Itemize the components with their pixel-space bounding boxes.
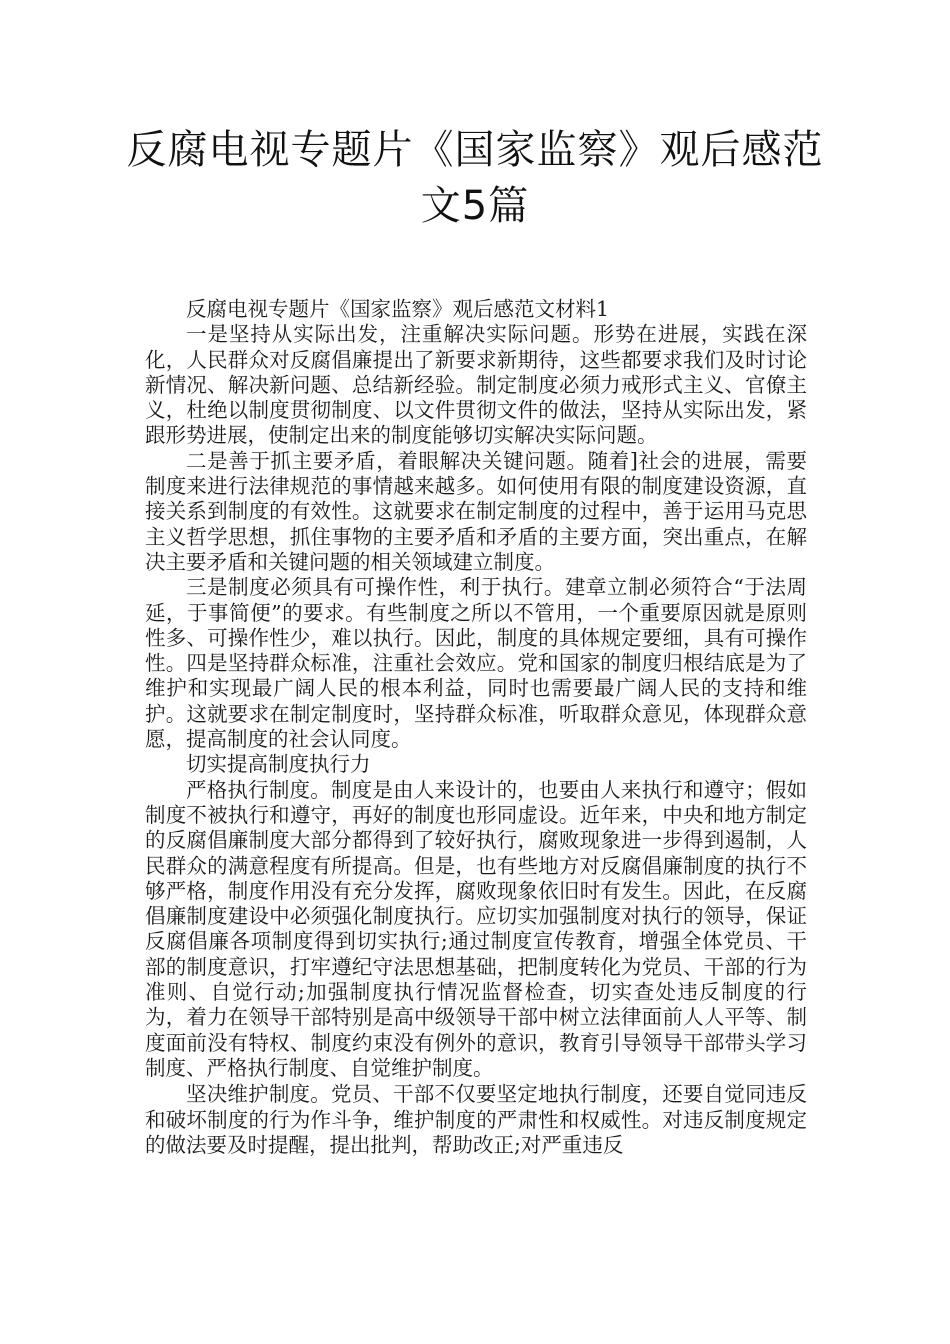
document-title: [100, 122, 850, 234]
document-body: [145, 297, 807, 1158]
paragraph-4: 严格执行制度。制度是由人来设计的，也要由人来执行和遵守；假如制度不被执行和遵守，再好的制度也形同虚设。近年来，中央和地方制定的反腐倡廉制度大部分都得到了较好执行，腐败现象进一步得到遏制，人民群众的满意程度有所提高。但是，也有些地方对反腐倡廉制度的执行不够严格，制度作用没有充分发挥，腐败现象依旧时有发生。因此，在反腐倡廉制度建设中必须强化制度执行。应切实加强制度对执行的领导，保证反腐倡廉各项制度得到切实执行;通过制度宣传教育，增强全体党员、干部的制度意识，打牢遵纪守法思想基础，把制度转化为党员、干部的行为准则、自觉行动;加强制度执行情况监督检查，切实查处违反制度的行为，着力在领导干部特别是高中级领导干部中树立法律面前人人平等、制度面前没有特权、制度约束没有例外的意识，教育引导领导干部带头学习制度、严格执行制度、自觉维护制度。: [145, 777, 807, 1080]
section-heading-material-1: 反腐电视专题片《国家监察》观后感范文材料1: [186, 297, 610, 321]
paragraph-1: 一是坚持从实际出发，注重解决实际问题。形势在进展，实践在深化，人民群众对反腐倡廉提出了新要求新期待，这些都要求我们及时讨论新情况、解决新问题、总结新经验。制定制度必须力戒形式主义、官僚主义，杜绝以制度贯彻制度、以文件贯彻文件的做法，坚持从实际出发，紧跟形势进展，使制定出来的制度能够切实解决实际问题。: [145, 322, 807, 448]
section-heading-execution: 切实提高制度执行力: [186, 752, 371, 777]
title-line-2: 文5篇: [420, 183, 530, 229]
paragraph-5: 坚决维护制度。党员、干部不仅要坚定地执行制度，还要自觉同违反和破坏制度的行为作斗争，维护制度的严肃性和权威性。对违反制度规定的做法要及时提醒，提出批判，帮助改正;对严重违反: [145, 1082, 807, 1157]
paragraph-3: 三是制度必须具有可操作性，利于执行。建章立制必须符合“于法周延，于事简便”的要求。有些制度之所以不管用，一个重要原因就是原则性多、可操作性少，难以执行。因此，制度的具体规定要细，具有可操作性。四是坚持群众标准，注重社会效应。党和国家的制度归根结底是为了维护和实现最广阔人民的根本利益，同时也需要最广阔人民的支持和维护。这就要求在制定制度时，坚持群众标准，听取群众意见，体现群众意愿，提高制度的社会认同度。: [145, 575, 807, 752]
paragraph-2: 二是善于抓主要矛盾，着眼解决关键问题。随着]社会的进展，需要制度来进行法律规范的事情越来越多。如何使用有限的制度建设资源，直接关系到制度的有效性。这就要求在制定制度的过程中，善于运用马克思主义哲学思想，抓住事物的主要矛盾和矛盾的主要方面，突出重点，在解决主要矛盾和关键问题的相关领域建立制度。: [145, 448, 807, 574]
title-line-1: 反腐电视专题片《国家监察》观后感范: [126, 127, 824, 173]
